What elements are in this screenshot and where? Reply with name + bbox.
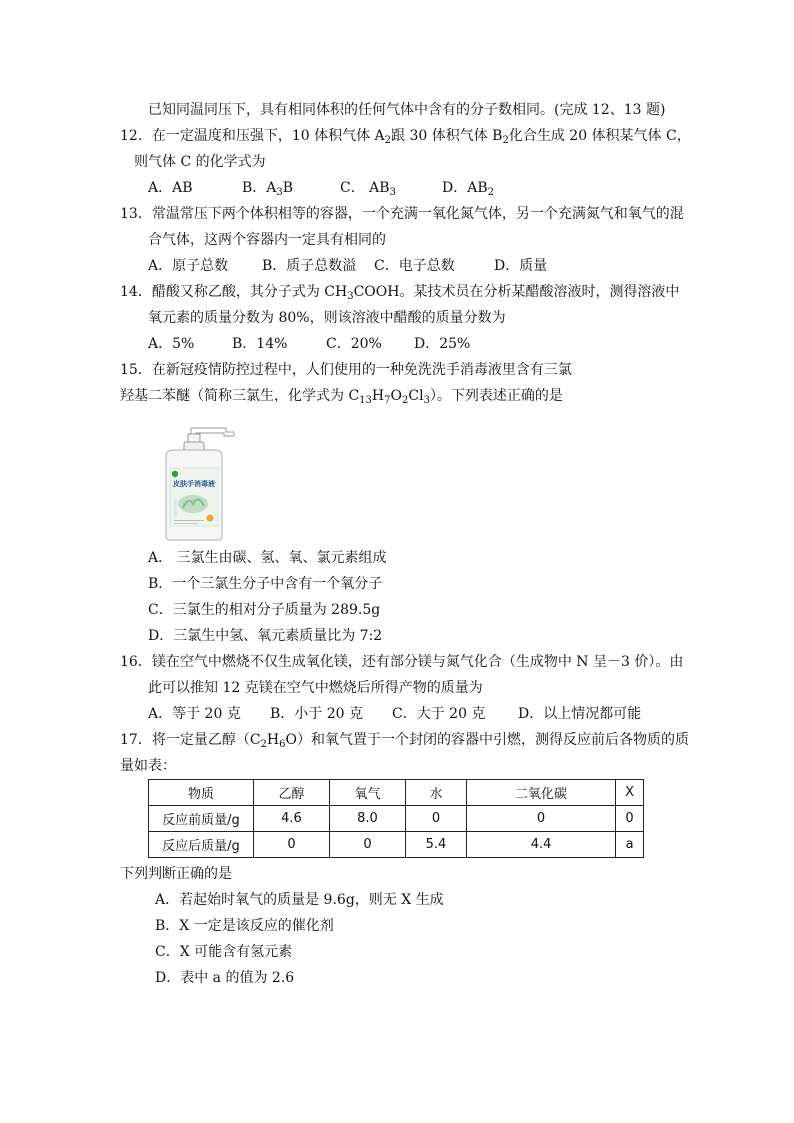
bottle-label-text: 皮肤手消毒液 [173,480,215,488]
q14-options [148,334,470,354]
q15-stem-line1: 15．在新冠疫情防控过程中，人们使用的一种免洗洗手消毒液里含有三氯 [120,362,572,378]
orange-badge-icon [207,515,214,522]
table-cell: 8.0 [329,806,405,832]
q12-stem-line1: 12．在一定温度和压强下，10 体积气体 $A_2$跟 30 体积气体 $B_2$化合生成 20 体积某气体 C， [120,128,691,146]
q17-option-d[interactable]: D．表中 a 的值为 2.6 [155,970,295,986]
q14-stem-line1: 14．醋酸又称乙酸，其分子式为 $CH_3COOH$。某技术员在分析某醋酸溶液时，测得溶液中 [120,284,680,302]
q15-option-a[interactable]: A． 三氯生由碳、氢、氧、氯元素组成 [148,550,387,566]
q17-stem-line1: 17．将一定量乙醇$(C_2H_6O)$和氧气置于一个封闭的容器中引燃，测得反应前后各物质的质 [120,732,689,750]
table-cell: 物质 [149,780,254,806]
sanitizer-bottle-image [160,422,240,542]
q17-option-b[interactable]: B．X 一定是该反应的催化剂 [155,918,334,934]
table-cell: 0 [254,832,330,858]
table-cell: 乙醇 [254,780,330,806]
q13-stem-line2: 合气体，这两个容器内一定具有相同的 [148,232,386,248]
q16-option-d[interactable]: D．以上情况都可能 [518,706,642,722]
table-cell: 反应后质量/g [149,832,254,858]
q14-stem-line2: 氧元素的质量分数为 80%，则该溶液中醋酸的质量分数为 [148,310,506,326]
table-cell: 4.4 [466,832,615,858]
q12-option-a[interactable]: A．AB [148,180,193,196]
q15-option-d[interactable]: D．三氯生中氢、氧元素质量比为 7:2 [148,628,383,644]
q15-stem-line2: 羟基二苯醚（简称三氯生，化学式为 $C_{13}H_7O_2Cl_3$）。下列表述正确的是 [120,388,563,406]
intro-text: 已知同温同压下，具有相同体积的任何气体中含有的分子数相同。(完成 12、13 题) [148,102,666,118]
table-row [149,832,644,858]
q13-option-a[interactable]: A．原子总数 [148,258,229,274]
q13-stem-line1: 13．常温常压下两个体积相等的容器，一个充满一氧化氮气体，另一个充满氮气和氧气的混 [120,206,684,222]
table-cell: X [616,780,644,806]
q16-options [148,704,641,724]
q13-option-d[interactable]: D．质量 [494,258,548,274]
q13-option-c[interactable]: C．电子总数 [374,258,455,274]
table-cell: 氧气 [329,780,405,806]
q13-option-b[interactable]: B．质子总数溢 [262,258,357,274]
q17-option-c[interactable]: C．X 可能含有氢元素 [155,944,293,960]
q16-stem-line1: 16．镁在空气中燃烧不仅生成氧化镁，还有部分镁与氮气化合（生成物中 N 呈－3 价）。由 [120,654,684,670]
q14-option-a[interactable]: A．5% [148,336,195,352]
q17-option-a[interactable]: A．若起始时氧气的质量是 9.6g，则无 X 生成 [155,892,444,908]
mass-table [148,779,644,858]
table-cell: 0 [466,806,615,832]
table-cell: 0 [616,806,644,832]
q14-option-d[interactable]: D．25% [414,336,471,352]
q12-stem-line2: 则气体 C 的化学式为 [134,154,266,170]
table-row [149,806,644,832]
q16-stem-line2: 此可以推知 12 克镁在空气中燃烧后所得产物的质量为 [148,680,483,696]
table-cell: a [616,832,644,858]
q14-option-c[interactable]: C．20% [326,336,382,352]
q15-option-b[interactable]: B．一个三氯生分子中含有一个氧分子 [148,576,383,592]
q12-options [148,178,494,198]
table-cell: 水 [405,780,466,806]
q12-option-b[interactable]: B．$A_3B$ [242,180,294,198]
table-row [149,780,644,806]
table-cell: 4.6 [254,806,330,832]
q16-option-b[interactable]: B．小于 20 克 [270,706,364,722]
brand-logo-icon [172,471,178,477]
table-cell: 0 [405,806,466,832]
q12-option-d[interactable]: D．$AB_2$ [442,180,494,198]
q17-stem-line3: 下列判断正确的是 [120,866,232,882]
q17-stem-line2: 量如表： [120,758,176,774]
table-cell: 二氧化碳 [466,780,615,806]
q16-option-a[interactable]: A．等于 20 克 [148,706,241,722]
table-cell: 5.4 [405,832,466,858]
q13-options [148,256,547,276]
table-cell: 0 [329,832,405,858]
q16-option-c[interactable]: C．大于 20 克 [392,706,486,722]
q15-option-c[interactable]: C．三氯生的相对分子质量为 289.5g [148,602,381,618]
q12-option-c[interactable]: C． $AB_3$ [340,180,396,198]
q14-option-b[interactable]: B．14% [232,336,288,352]
table-cell: 反应前质量/g [149,806,254,832]
